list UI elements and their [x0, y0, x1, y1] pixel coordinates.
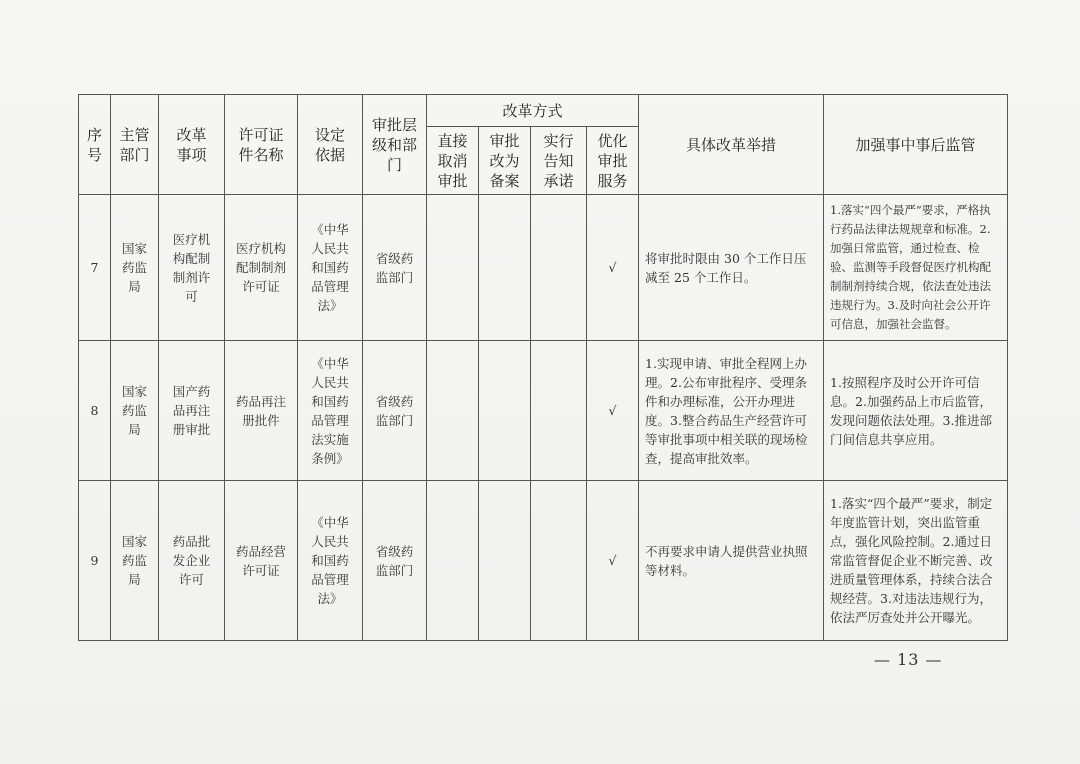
cell-license: 药品再注 册批件: [225, 341, 298, 481]
header-method-notify: 实行 告知 承诺: [531, 127, 587, 195]
cell-supervision: 1.落实“四个最严”要求，制定年度监管计划，突出监管重点，强化风险控制。2.通过日常监管督促企业不断完善、改进质量管理体系，持续合法合规经营。3.对违法违规行为，依法严厉查处并公开曝光。: [824, 481, 1008, 641]
table-row: [79, 481, 1008, 641]
cell-license: 医疗机构 配制制剂 许可证: [225, 195, 298, 341]
cell-cancel: [427, 481, 479, 641]
cell-seq: 9: [79, 481, 111, 641]
cell-optimize-check: √: [587, 481, 639, 641]
cell-dept: 国家 药监 局: [111, 481, 159, 641]
cell-optimize-check: √: [587, 341, 639, 481]
cell-item: 国产药 品再注 册审批: [159, 341, 225, 481]
cell-measures: 不再要求申请人提供营业执照等材料。: [639, 481, 824, 641]
cell-notify: [531, 481, 587, 641]
header-seq: 序 号: [79, 95, 111, 195]
cell-dept: 国家 药监 局: [111, 195, 159, 341]
cell-filing: [479, 481, 531, 641]
cell-item: 医疗机 构配制 制剂许 可: [159, 195, 225, 341]
header-dept: 主管 部门: [111, 95, 159, 195]
header-measures: 具体改革举措: [639, 95, 824, 195]
cell-item: 药品批 发企业 许可: [159, 481, 225, 641]
cell-seq: 8: [79, 341, 111, 481]
header-license: 许可证 件名称: [225, 95, 298, 195]
cell-supervision: 1.按照程序及时公开许可信息。2.加强药品上市后监管，发现问题依法处理。3.推进部门间信息共享应用。: [824, 341, 1008, 481]
reform-table: [78, 94, 1008, 641]
cell-basis: 《中华 人民共 和国药 品管理 法》: [298, 195, 363, 341]
cell-cancel: [427, 195, 479, 341]
header-method-optimize: 优化 审批 服务: [587, 127, 639, 195]
cell-notify: [531, 341, 587, 481]
cell-measures: 将审批时限由 30 个工作日压减至 25 个工作日。: [639, 195, 824, 341]
cell-level: 省级药 监部门: [363, 341, 427, 481]
cell-optimize-check: √: [587, 195, 639, 341]
cell-supervision: 1.落实“四个最严”要求，严格执行药品法律法规规章和标准。2.加强日常监管，通过检查、检验、监测等手段督促医疗机构配制制剂持续合规，依法查处违法违规行为。3.及时向社会公开许可信息，加强社会监督。: [824, 195, 1008, 341]
header-row-1: [79, 95, 1008, 127]
page-number: — 13 —: [874, 650, 943, 669]
cell-license: 药品经营 许可证: [225, 481, 298, 641]
cell-level: 省级药 监部门: [363, 481, 427, 641]
cell-basis: 《中华 人民共 和国药 品管理 法》: [298, 481, 363, 641]
cell-filing: [479, 341, 531, 481]
cell-seq: 7: [79, 195, 111, 341]
cell-measures: 1.实现申请、审批全程网上办理。2.公布审批程序、受理条件和办理标准，公开办理进度。3.整合药品生产经营许可等审批事项中相关联的现场检查，提高审批效率。: [639, 341, 824, 481]
cell-filing: [479, 195, 531, 341]
cell-basis: 《中华 人民共 和国药 品管理 法实施 条例》: [298, 341, 363, 481]
cell-notify: [531, 195, 587, 341]
header-item: 改革 事项: [159, 95, 225, 195]
header-supervision: 加强事中事后监管: [824, 95, 1008, 195]
table-row: [79, 341, 1008, 481]
cell-level: 省级药 监部门: [363, 195, 427, 341]
header-method-cancel: 直接 取消 审批: [427, 127, 479, 195]
cell-dept: 国家 药监 局: [111, 341, 159, 481]
cell-cancel: [427, 341, 479, 481]
header-basis: 设定 依据: [298, 95, 363, 195]
header-level: 审批层 级和部 门: [363, 95, 427, 195]
table-row: [79, 195, 1008, 341]
header-method-group: 改革方式: [427, 95, 639, 127]
header-method-filing: 审批 改为 备案: [479, 127, 531, 195]
